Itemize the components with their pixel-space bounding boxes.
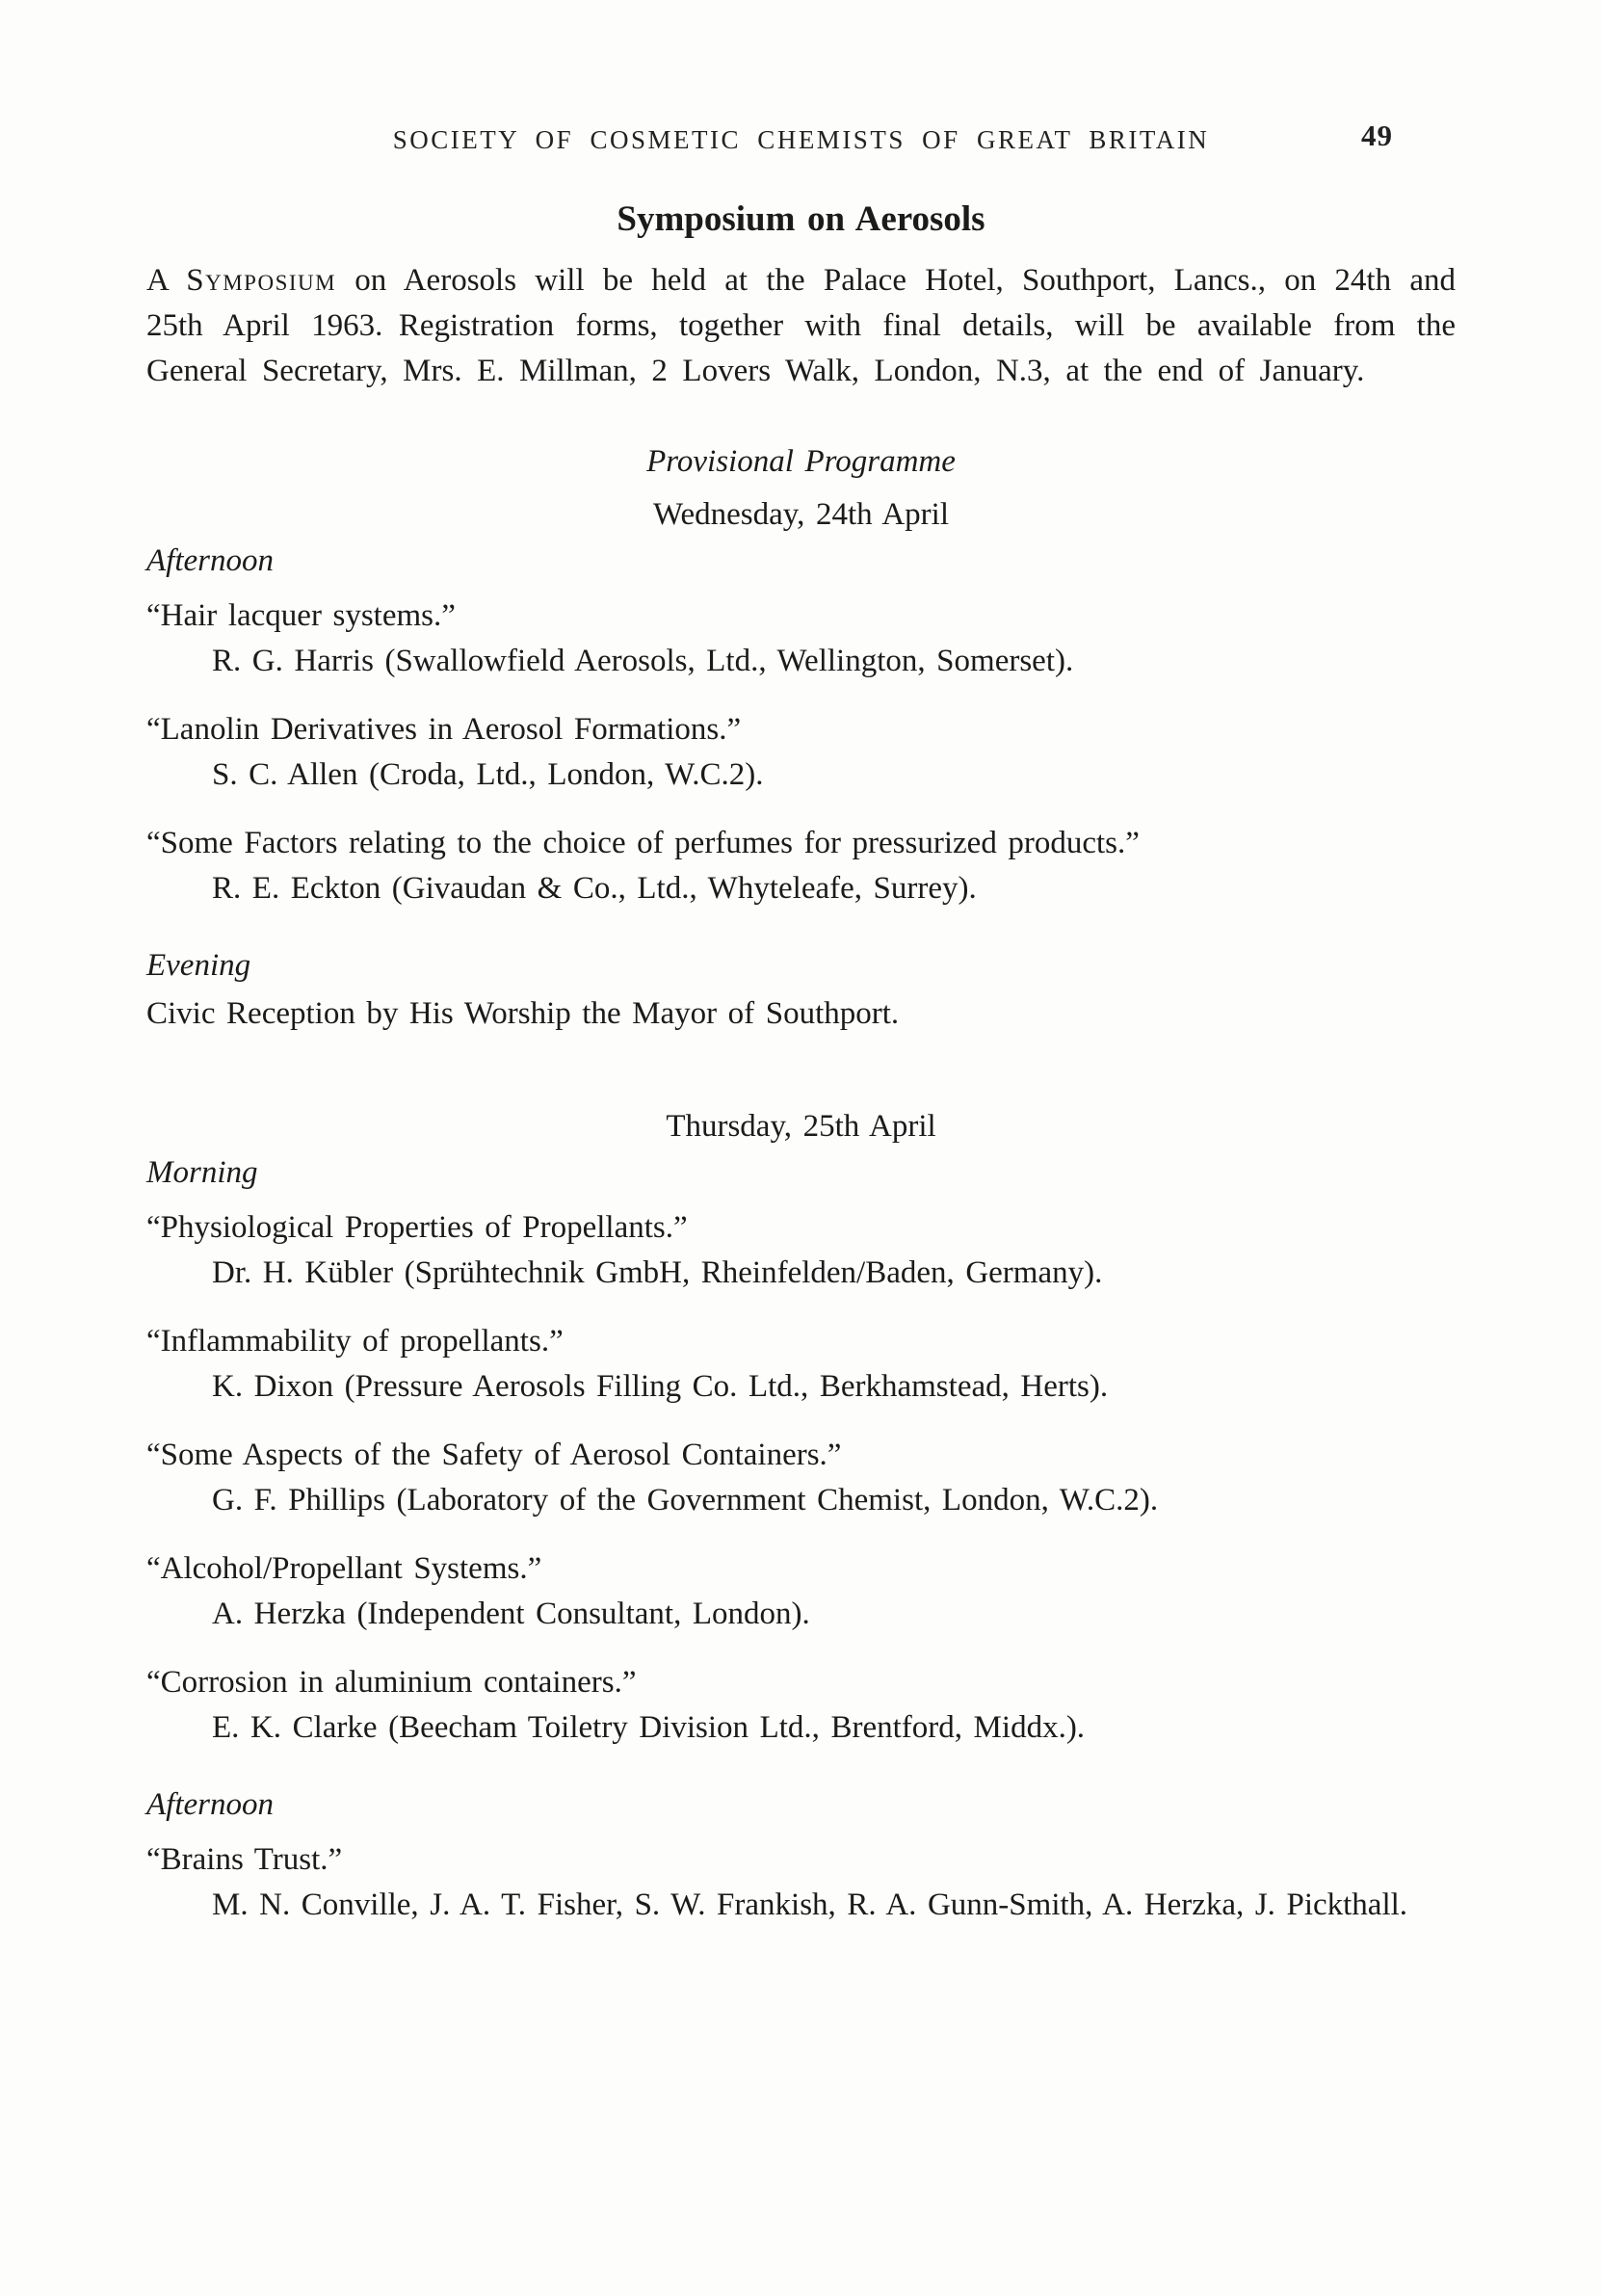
intro-lead: A — [146, 263, 187, 298]
talk-speaker: Dr. H. Kübler (Sprühtechnik GmbH, Rheinfelden/Baden, Germany). — [212, 1255, 1103, 1290]
society-name: SOCIETY OF COSMETIC CHEMISTS OF GREAT BRITAIN — [392, 125, 1210, 154]
evening-reception-note: Civic Reception by His Worship the Mayor of Southport. — [146, 996, 900, 1031]
talk-title: “Alcohol/Propellant Systems.” — [146, 1551, 542, 1586]
talk-item — [146, 1660, 1456, 1751]
day-heading-thursday: Thursday, 25th April — [666, 1109, 936, 1144]
talk-item — [146, 1205, 1456, 1296]
intro-smallcaps-word: Symposium — [186, 263, 337, 298]
talk-title: “Corrosion in aluminium containers.” — [146, 1665, 637, 1700]
talk-speaker: G. F. Phillips (Laboratory of the Government Chemist, London, W.C.2). — [212, 1483, 1159, 1517]
talk-item — [146, 594, 1456, 684]
talk-title: “Some Aspects of the Safety of Aerosol Containers.” — [146, 1438, 842, 1472]
talk-item — [146, 821, 1456, 911]
talk-speaker: E. K. Clarke (Beecham Toiletry Division Ltd., Brentford, Middx.). — [212, 1710, 1086, 1745]
talk-title: “Brains Trust.” — [146, 1842, 343, 1877]
talk-speaker: A. Herzka (Independent Consultant, London). — [212, 1597, 810, 1631]
talk-title: “Physiological Properties of Propellants.” — [146, 1210, 688, 1245]
session-label-thursday-afternoon: Afternoon — [146, 1787, 274, 1822]
talk-item — [146, 1319, 1456, 1410]
page-number: 49 — [1361, 119, 1393, 152]
intro-paragraph — [146, 258, 1456, 394]
talk-title: “Hair lacquer systems.” — [146, 598, 456, 633]
session-label-wednesday-afternoon: Afternoon — [146, 543, 274, 578]
talk-title: “Inflammability of propellants.” — [146, 1324, 564, 1359]
talk-item — [146, 1433, 1456, 1523]
article-title: Symposium on Aerosols — [617, 199, 985, 239]
talk-item — [146, 1546, 1456, 1637]
running-header — [146, 119, 1456, 156]
session-label-thursday-morning: Morning — [146, 1155, 258, 1190]
session-label-wednesday-evening: Evening — [146, 948, 251, 983]
talk-item — [146, 707, 1456, 798]
talk-speaker: K. Dixon (Pressure Aerosols Filling Co. Ltd., Berkhamstead, Herts). — [212, 1369, 1109, 1404]
talk-speaker: S. C. Allen (Croda, Ltd., London, W.C.2). — [212, 757, 764, 792]
intro-rest: on Aerosols will be held at the Palace Hotel, Southport, Lancs., on 24th and 25th April 1963. Registration forms, together with final details, will be available from the General Secretary, Mrs. E. Millman, 2 Lovers Walk, London, N.3, at the end of January. — [146, 263, 1456, 388]
programme-heading: Provisional Programme — [646, 444, 956, 479]
talk-speaker: R. E. Eckton (Givaudan & Co., Ltd., Whyteleafe, Surrey). — [212, 871, 977, 906]
day-heading-wednesday: Wednesday, 24th April — [653, 497, 949, 532]
talk-speaker: M. N. Conville, J. A. T. Fisher, S. W. Frankish, R. A. Gunn-Smith, A. Herzka, J. Pickthall. — [212, 1887, 1408, 1922]
talk-title: “Some Factors relating to the choice of perfumes for pressurized products.” — [146, 826, 1140, 860]
talk-title: “Lanolin Derivatives in Aerosol Formations.” — [146, 712, 742, 747]
talk-speaker: R. G. Harris (Swallowfield Aerosols, Ltd., Wellington, Somerset). — [212, 644, 1074, 678]
talk-item — [146, 1837, 1456, 1928]
